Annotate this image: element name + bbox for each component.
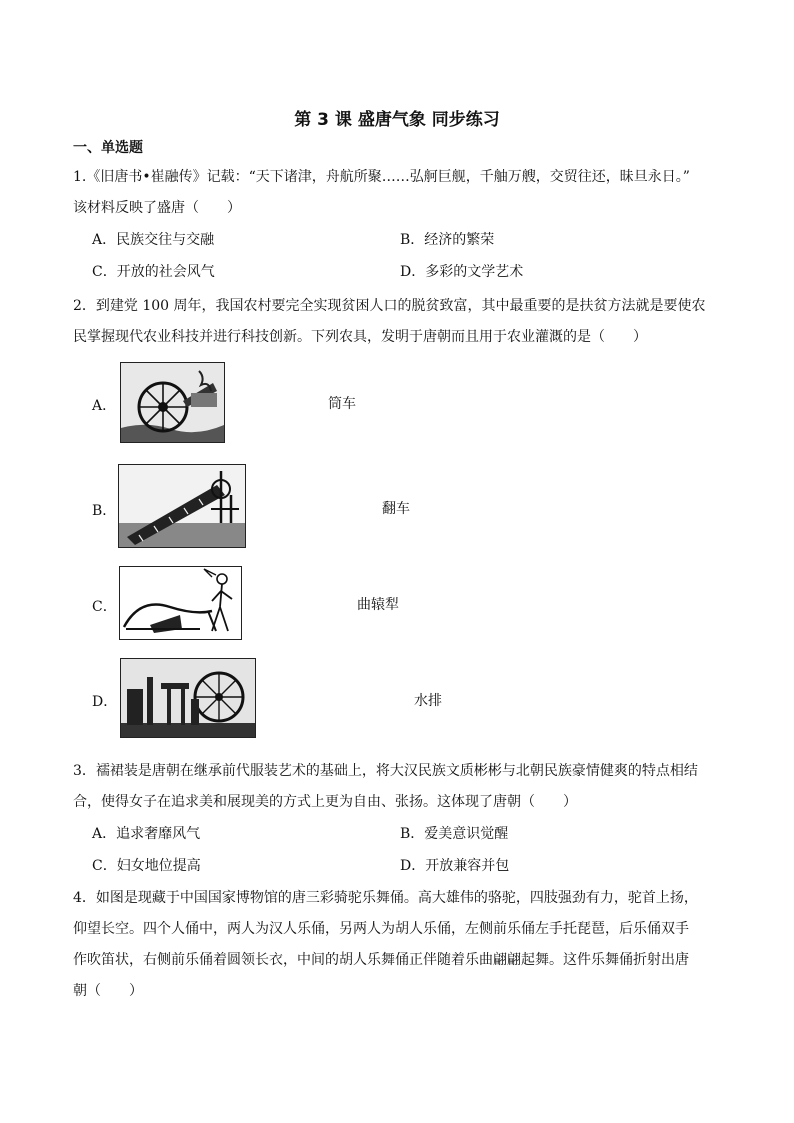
- q2-option-b-letter[interactable]: B．: [92, 503, 117, 519]
- q1-stem-line1: 1.《旧唐书•崔融传》记载：“天下诸津，舟航所聚……弘舸巨舰，千舳万艘，交贸往还，昧旦永日。”: [73, 169, 690, 185]
- q2-option-a-caption: 筒车: [328, 396, 356, 412]
- q4-stem-line1: 4．如图是现藏于中国国家博物馆的唐三彩骑驼乐舞俑。高大雄伟的骆驼，四肢强劲有力，驼首上扬，: [73, 890, 698, 906]
- tongche-image: [120, 362, 225, 443]
- q2-option-c-letter[interactable]: C．: [92, 599, 117, 615]
- shuipai-image: [120, 658, 256, 738]
- q1-option-d[interactable]: D．多彩的文学艺术: [400, 264, 524, 280]
- q3-option-b[interactable]: B．爱美意识觉醒: [400, 826, 509, 842]
- q3-option-c[interactable]: C．妇女地位提高: [92, 858, 201, 874]
- section-heading: 一、单选题: [73, 140, 143, 156]
- page-title: 第 3 课 盛唐气象 同步练习: [294, 110, 500, 130]
- q4-stem-line4: 朝（ ）: [73, 983, 143, 999]
- q2-option-b-caption: 翻车: [382, 501, 410, 517]
- q2-stem-line1: 2．到建党 100 周年，我国农村要完全实现贫困人口的脱贫致富，其中最重要的是扶贫方法就是要使农: [73, 298, 706, 314]
- q2-option-d-letter[interactable]: D．: [92, 694, 118, 710]
- q3-stem-line2: 合，使得女子在追求美和展现美的方式上更为自由、张扬。这体现了唐朝（ ）: [73, 794, 577, 810]
- q3-option-a[interactable]: A．追求奢靡风气: [92, 826, 201, 842]
- q4-stem-line2: 仰望长空。四个人俑中，两人为汉人乐俑，另两人为胡人乐俑，左侧前乐俑左手托琵琶，后乐俑双手: [73, 921, 689, 937]
- q2-stem-line2: 民掌握现代农业科技并进行科技创新。下列农具，发明于唐朝而且用于农业灌溉的是（ ）: [73, 329, 647, 345]
- q2-option-a-letter[interactable]: A．: [92, 398, 117, 414]
- q3-stem-line1: 3．襦裙装是唐朝在继承前代服装艺术的基础上，将大汉民族文质彬彬与北朝民族豪情健爽的特点相结: [73, 763, 698, 779]
- quyuanli-image: [119, 566, 242, 640]
- q2-option-d-caption: 水排: [414, 693, 442, 709]
- q4-stem-line3: 作吹笛状，右侧前乐俑着圆领长衣，中间的胡人乐舞俑正伴随着乐曲翩翩起舞。这件乐舞俑折射出唐: [73, 952, 689, 968]
- q1-option-b[interactable]: B．经济的繁荣: [400, 232, 495, 248]
- q1-option-c[interactable]: C．开放的社会风气: [92, 264, 215, 280]
- q2-option-c-caption: 曲辕犁: [357, 597, 399, 613]
- q1-option-a[interactable]: A．民族交往与交融: [92, 232, 215, 248]
- q3-option-d[interactable]: D．开放兼容并包: [400, 858, 510, 874]
- fanche-image: [118, 464, 246, 548]
- q1-stem-line2: 该材料反映了盛唐（ ）: [73, 200, 241, 216]
